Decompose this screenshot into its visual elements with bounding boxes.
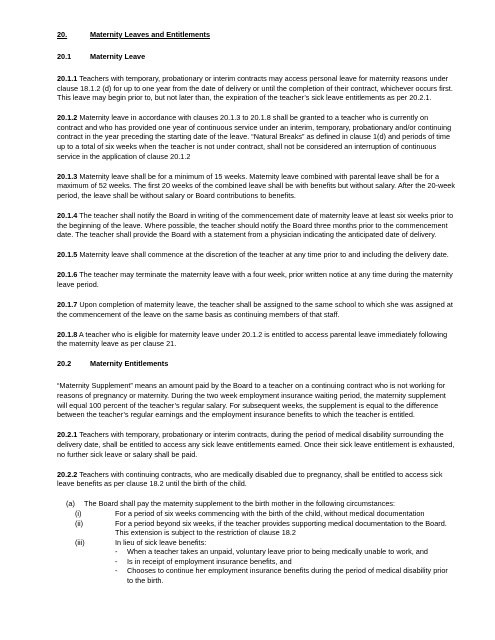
list-text: For a period beyond six weeks, if the teacher provides supporting medical documentation to the Board. This extension is subject to the restriction of clause 18.2 (115, 518, 447, 538)
subsection-number: 20.2 (57, 359, 72, 369)
dash-label: - (115, 556, 118, 566)
clause-text: Maternity leave in accordance with clauses 20.1.3 to 20.1.8 shall be granted to a teacher who is currently on contract and who has provided one year of continuous service under an interim, temporary, probationary and/or continuing contract in the year preceding the starting date of the leave. “Natural Breaks” as defined in clause 1(d) and periods of time up to a total of six weeks when the teacher is not under contract, shall not be considered an interruption of continuous service in the application of clause 20.1.2 (57, 113, 452, 161)
clause-text: Maternity leave shall commence at the discretion of the teacher at any time prior to and including the delivery date. (77, 250, 449, 260)
clause-text: Teachers with continuing contracts, who are medically disabled due to pregnancy, shall be entitled to access sick leave benefits as per clause 18.2 until the birth of the child. (57, 469, 443, 489)
dash-label: - (115, 566, 118, 576)
subsection-number: 20.1 (57, 52, 72, 61)
clause-number: 20.1.6 (57, 270, 78, 280)
dash-label: - (115, 547, 118, 557)
list-text: In lieu of sick leave benefits: (115, 537, 207, 547)
clause-number: 20.1.3 (57, 171, 78, 181)
clause-number: 20.2.2 (57, 469, 78, 479)
clause-20-1-6 (57, 270, 455, 289)
section-heading (57, 30, 455, 40)
clause-number: 20.1.7 (57, 300, 78, 310)
list-item-iii (75, 538, 455, 586)
clause-text: Maternity leave shall be for a minimum of 15 weeks. Maternity leave combined with parental leave shall be for a maximum of 52 weeks. The first 20 weeks of the combined leave shall be with benefits but without salary. After the 20-week period, the leave shall be without salary or Board contributions to benefits. (57, 171, 456, 200)
list-label: (a) (66, 499, 75, 509)
clause-20-1-1 (57, 74, 455, 103)
clause-text: A teacher who is eligible for maternity leave under 20.1.2 is entitled to access parental leave immediately following the maternity leave as per clause 21. (57, 329, 448, 349)
clause-number: 20.1.5 (57, 250, 78, 260)
dash-text: When a teacher takes an unpaid, voluntary leave prior to being medically unable to work, and (127, 547, 428, 557)
dash-item (115, 547, 455, 557)
subsection-title: Maternity Leave (90, 52, 146, 61)
circumstances-list (57, 499, 455, 585)
list-item-i (75, 509, 455, 519)
clause-20-1-5 (57, 250, 455, 260)
list-text: The Board shall pay the maternity supplement to the birth mother in the following circumstances: (84, 499, 396, 509)
list-label: (i) (75, 508, 82, 518)
list-text: For a period of six weeks commencing with the birth of the child, without medical documentation (115, 508, 425, 518)
clause-20-2-2 (57, 470, 455, 489)
list-item-a (66, 499, 455, 509)
clause-text: Teachers with temporary, probationary or interim contracts, during the period of medical disability surrounding the delivery date, shall be entitled to access any sick leave entitlements earned. Once their sick leave entitlement is exhausted, no further sick leave or salary shall be paid. (57, 430, 455, 459)
subsection-heading-maternity-entitlements (57, 359, 455, 369)
list-label: (iii) (75, 537, 85, 547)
subsection-heading-maternity-leave (57, 52, 455, 62)
clause-text: Upon completion of maternity leave, the teacher shall be assigned to the same school to which she was assigned at the commencement of the leave on the same basis as continuing members of that staff. (57, 300, 453, 319)
section-title: Maternity Leaves and Entitlements (90, 30, 211, 39)
dash-item (115, 557, 455, 567)
clause-20-1-2 (57, 113, 455, 161)
clause-number: 20.1.1 (57, 74, 78, 83)
subsection-title: Maternity Entitlements (90, 359, 169, 369)
clause-text: The teacher shall notify the Board in writing of the commencement date of maternity leave at least six weeks prior to the beginning of the leave. Where possible, the teacher should notify the Board three months prior to the commencement date. The teacher shall provide the Board with a statement from a physician indicating the anticipated date of delivery. (57, 211, 454, 240)
dash-text: Is in receipt of employment insurance benefits, and (127, 556, 292, 566)
clause-text: Teachers with temporary, probationary or interim contracts may access personal leave for maternity reasons under clause 18.1.2 (d) for up to one year from the date of delivery or until the completion of their contract, whichever occurs first. This leave may begin prior to, but not later than, the expiration of the teacher’s sick leave entitlements as per 20.2.1. (57, 74, 453, 103)
clause-text: The teacher may terminate the maternity leave with a four week, prior written notice at any time during the maternity leave period. (57, 270, 453, 289)
clause-number: 20.1.2 (57, 113, 78, 123)
definition-paragraph: “Maternity Supplement” means an amount paid by the Board to a teacher on a continuing contract who is not working for reasons of pregnancy or maternity. During the two week employment insurance waiting period, the maternity supplement will equal 100 percent of the teacher’s regular salary. For subsequent weeks, the supplement is equal to the difference between the teacher’s regular earnings and the employment insurance benefits to which the teacher is entitled. (57, 381, 446, 420)
dash-item (115, 566, 455, 585)
clause-20-1-4 (57, 211, 455, 240)
clause-number: 20.1.4 (57, 211, 78, 221)
clause-20-1-3 (57, 172, 455, 201)
clause-number: 20.2.1 (57, 430, 78, 440)
clause-20-1-7 (57, 300, 455, 319)
clause-20-2-1 (57, 430, 455, 459)
list-label: (ii) (75, 518, 84, 528)
clause-20-1-8 (57, 330, 455, 349)
section-number: 20. (57, 30, 68, 39)
list-item-ii (75, 519, 455, 538)
dash-text: Chooses to continue her employment insurance benefits during the period of medical disability prior to the birth. (127, 566, 448, 586)
clause-number: 20.1.8 (57, 329, 78, 339)
